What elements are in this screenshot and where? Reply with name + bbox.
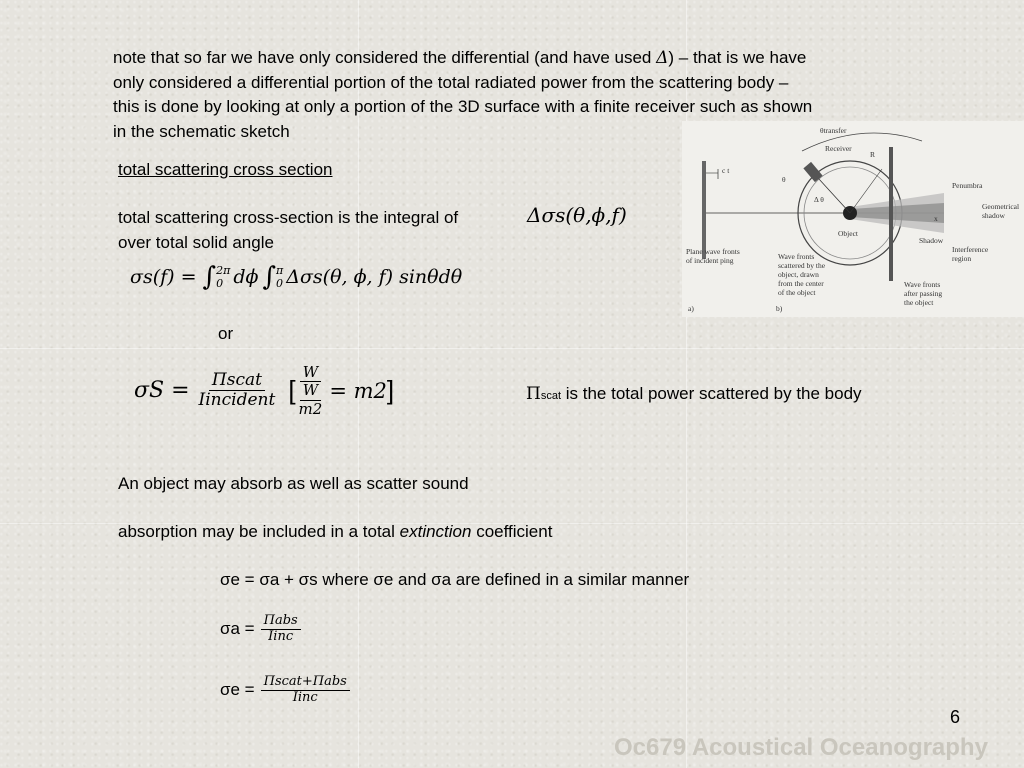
section-heading: total scattering cross section [118,160,333,179]
eq1-limit2-lower: 0 [276,277,283,290]
sigma-e-lhs: σe = [220,680,255,700]
scattering-schematic-figure [682,121,1024,317]
interference-label-1: Interference [952,245,989,254]
eq2-fraction [196,371,279,411]
units-denominator [296,382,326,418]
after-passing-label-2: after passing [904,289,943,298]
scattered-label-4: from the center [778,279,824,288]
sigma-a-lhs: σa = [220,619,255,639]
inline-formula: Δσs(θ,ϕ,f) [527,203,627,227]
equation-total-cross-section [130,262,462,292]
theta-transfer-label: θtransfer [820,126,847,135]
r-label: R [870,150,876,159]
after-passing-wavefront [889,147,893,281]
x-label: x [934,214,938,223]
eq1-limit1-lower: 0 [216,277,224,290]
scattering-schematic-svg [682,121,1024,317]
geometrical-shadow-label-2: shadow [982,211,1005,220]
or-text: or [218,324,234,343]
eq1-integrand: Δσs(θ, ϕ, f) [286,266,394,288]
sigma-a-fraction [261,614,301,645]
units-den-numerator: W [300,382,321,400]
sigma-e-numerator: Πscat+Πabs [261,675,350,691]
extinction-pre: absorption may be included in a total [118,522,395,541]
scattered-label-2: scattered by the [778,261,826,270]
page-number: 6 [950,707,961,727]
units-numerator: W [300,364,321,382]
interference-label-2: region [952,254,972,263]
pi-scat-description: is the total power scattered by the body [565,384,862,403]
sigma-e-denominator: Iinc [292,689,318,705]
after-passing-label-1: Wave fronts [904,280,941,289]
after-passing-label-3: the object [904,298,934,307]
scattered-label-5: of the object [778,288,816,297]
dtheta-label: Δ θ [814,195,824,204]
pi-symbol: Π [526,384,541,404]
eq2-numerator: Πscat [209,371,265,392]
sigma-a-denominator: Iinc [268,628,294,644]
eq1-limit1-upper: 2π [216,264,231,277]
eq2-lhs: σS = [134,378,190,404]
integral-sign: ∫ [202,262,217,292]
panel-b-label: b) [776,304,783,313]
panel-a-label: a) [688,304,694,313]
scattered-label-1: Wave fronts [778,252,815,261]
theta-label: θ [782,175,786,184]
intro-line-1: note that so far we have only considered the differential (and have used Δ) – that is we have [113,48,807,68]
absorb-text: An object may absorb as well as scatter sound [118,474,469,493]
sigma-e-fraction [261,675,350,706]
equation-sigma-e [220,675,350,706]
units-rhs: = m2 [329,378,387,403]
extinction-text [118,520,552,545]
pi-scat-note [526,382,862,409]
integral-description [118,206,458,255]
background-grid-line [0,348,1024,349]
incident-wavefront-plane [702,161,706,259]
footer-title: Oc679 Acoustical Oceanography [614,734,988,761]
equation-sigma-a [220,614,301,645]
bracket-open: [ [288,375,296,406]
penumbra-label: Penumbra [952,181,983,190]
scattered-label-3: object, drawn [778,270,819,279]
receiver-label: Receiver [825,144,852,153]
equation-cross-section-ratio [134,364,394,418]
units-fraction [296,364,326,418]
geometrical-shadow-label-1: Geometrical [982,202,1020,211]
eq1-limit2-upper: π [276,264,284,277]
eq1-lhs: σs(f) = [130,266,197,288]
pi-subscript: scat [540,390,562,402]
intro-line-3: this is done by looking at only a portion of the 3D surface with a finite receiver such as shown [113,97,813,116]
ct-label: c t [722,166,730,175]
object-label: Object [838,229,858,238]
intro-line-2: only considered a differential portion of the total radiated power from the scattering body – [113,72,789,92]
integral-sign: ∫ [262,262,276,292]
units-den-denominator: m2 [298,399,323,418]
sigma-a-numerator: Πabs [261,614,301,630]
shadow-label: Shadow [919,236,944,245]
intro-line-4: in the schematic sketch [113,121,290,141]
eq2-denominator: Iincident [198,390,276,411]
delta-symbol: Δ [656,48,669,68]
integral-line-2: over total solid angle [118,232,274,252]
receiver-icon [803,162,822,182]
bracket-close: ] [386,375,395,406]
sigma-e-sum-line: σe = σa + σs where σe and σa are defined in a similar manner [220,570,690,589]
plane-wave-label-2: of incident ping [686,256,734,265]
plane-wave-label-1: Plane wave fronts [686,247,740,256]
integral-line-1: total scattering cross-section is the integral of [118,208,459,227]
extinction-italic: extinction [399,522,472,541]
eq1-dphi: dϕ [233,266,259,288]
theta-transfer-arc [802,133,922,151]
extinction-post: coefficient [476,522,553,541]
eq1-tail: sinθdθ [399,266,463,288]
